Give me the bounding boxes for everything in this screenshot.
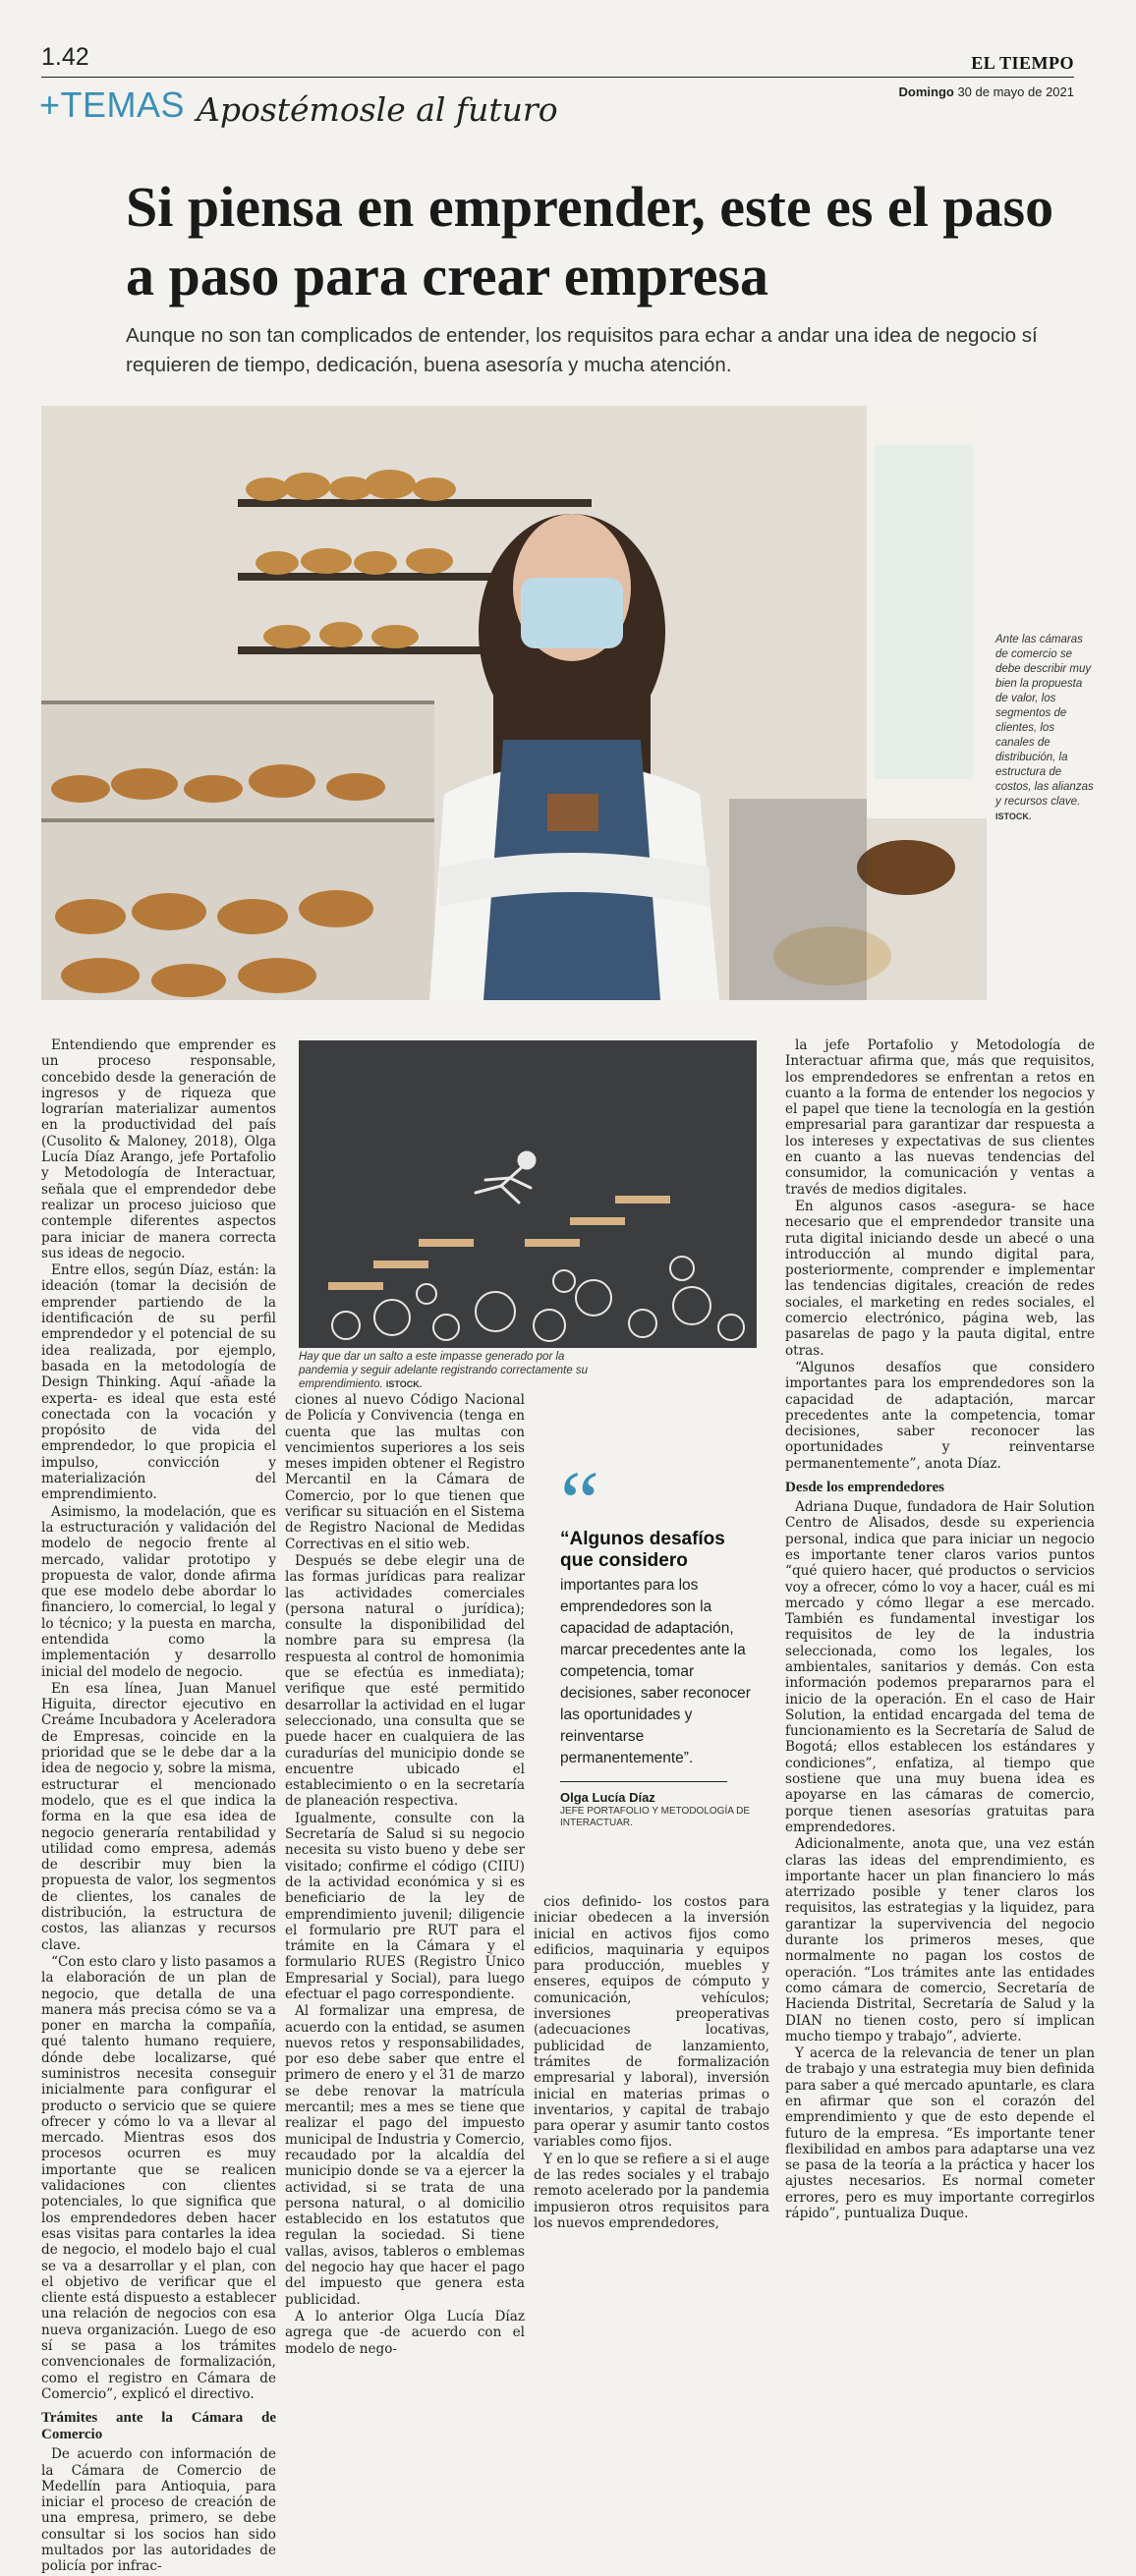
paragraph: la jefe Portafolio y Metodología de Interactuar afirma que, más que requisitos, los emprendedores se enfrentan a retos en cuanto a la forma de entender los negocios y el papel que tiene la tecnología en la gestión empresarial para garantizar dar respuesta a los intereses y expectativas de sus clientes en cuanto a las nuevas tendencias del consumidor, la comunicación y ventas a través de medios digitales. bbox=[785, 1037, 1095, 1198]
dateline bbox=[899, 84, 1074, 99]
paragraph: Entre ellos, según Díaz, están: la ideación (tomar la decisión de emprender partiendo de la identificación de su perfil emprendedor y el potencial de su idea realizada, por ejemplo, basada en la metodología de Design Thinking. Aquí -añade la experta- es ideal que esta esté conectada con la vocación y propósito de vida del emprendedor, lo que propicia el impulso, convicción y materialización del emprendimiento. bbox=[41, 1262, 276, 1503]
paragraph: Adicionalmente, anota que, una vez están claras las ideas del emprendimiento, es importante hacer un plan financiero lo más aterrizado posible y tener claros los requisitos, las estrategias y la liquidez, para garantizar la supervivencia del negocio durante los primeros meses, que normalmente no pagan los costos de operación. “Los trámites ante las entidades como cámara de comercio, Secretaría de Hacienda Distrital, Secretaría de Salud y la DIAN no tienen costo, pero sí implican mucho tiempo y trabajo”, advierte. bbox=[785, 1836, 1095, 2044]
paragraph: Entendiendo que emprender es un proceso responsable, concebido desde la generación de ingresos y de riqueza que lograrían materializar aumentos en la productividad del país (Cusolito & Maloney, 2018), Olga Lucía Díaz Arango, jefe Portafolio y Metodología de Interactuar, señala que el emprendedor debe realizar un proceso juicioso que contemple diferentes aspectos para iniciar de manera correcta sus ideas de negocio. bbox=[41, 1037, 276, 1261]
paragraph: De acuerdo con información de la Cámara de Comercio de Medellín para Antioquia, para iniciar el proceso de creación de una empresa, primero, se debe consultar si los socios han sido multados por las autoridades de policía por infrac- bbox=[41, 2446, 276, 2575]
pull-quote-role: JEFE PORTAFOLIO Y METODOLOGÍA DE INTERACTUAR. bbox=[560, 1806, 751, 1828]
subhead-emprendedores: Desde los emprendedores bbox=[785, 1480, 944, 1496]
paragraph: Y en lo que se refiere a si el auge de las redes sociales y el trabajo remoto acelerado por la pandemia impusieron otros requisitos para los nuevos emprendedores, bbox=[534, 2151, 769, 2231]
inset-photo-caption bbox=[299, 1350, 594, 1391]
inset-photo-credit: ISTOCK. bbox=[385, 1379, 423, 1389]
inset-photo-caption-text: Hay que dar un salto a este impasse generado por la pandemia y seguir adelante registrando correctamente su emprendimiento. bbox=[299, 1351, 589, 1390]
date-day: Domingo bbox=[898, 84, 954, 99]
main-photo-credit: ISTOCK. bbox=[995, 812, 1032, 821]
pull-quote-body: importantes para los emprendedores son la capacidad de adaptación, marcar precedentes ante la competencia, tomar decisiones, saber reconocer las oportunidades y reinventarse permanentemente”. bbox=[560, 1577, 751, 1766]
paragraph: Igualmente, consulte con la Secretaría de Salud si su negocio necesita su visto bueno y debe ser visitado; confirme el código (CIIU) de la actividad económica y si es beneficiario de la ley de emprendimiento juvenil; diligencie el formulario pre RUT para el trámite en la Cámara y el formulario RUES (Registro Único Empresarial y Social), para luego efectuar el pago correspondiente. bbox=[285, 1810, 525, 2002]
paragraph: ciones al nuevo Código Nacional de Policía y Convivencia (tenga en cuenta que las multas con vencimientos superiores a los seis meses impiden obtener el Registro Mercantil en la Cámara de Comercio, por lo que tienen que verificar su situación en el Sistema de Registro Nacional de Medidas Correctivas en el sitio web. bbox=[285, 1392, 525, 1552]
subhead-tramites: Trámites ante la Cámara de Comercio bbox=[41, 2410, 276, 2443]
pull-quote-lead: “Algunos desafíos que considero bbox=[560, 1529, 725, 1571]
main-photo bbox=[41, 406, 987, 1000]
article-column-1 bbox=[41, 1037, 276, 2576]
quote-mark-icon: “ bbox=[560, 1454, 599, 1551]
section-subtitle: Apostémosle al futuro bbox=[197, 90, 558, 129]
paragraph: Adriana Duque, fundadora de Hair Solution Centro de Alisados, desde su experiencia personal, indica que para iniciar un negocio es importante tener claros varios puntos “qué quiero hacer, qué productos o servicios voy a ofrecer, cómo lo voy a hacer, cuál es mi mercado y cómo llegar a ese mercado. También es fundamental investigar los requisitos de ley de la industria seleccionada, como los legales, los ambientales, sanitarios y demás. Con esta información podemos prepararnos para el inicio de la operación. En el caso de Hair Solution, la entidad encargada del tema de funcionamiento es la Secretaría de Salud de Bogotá; ellos establecen los estándares y condiciones”, enfatiza, al tiempo que sostiene que una muy buena idea es apoyarse en las cámaras de comercio, porque tienen asesorías gratuitas para emprendedores. bbox=[785, 1499, 1095, 1835]
paragraph: “Algunos desafíos que considero importantes para los emprendedores son la capacidad de adaptación, marcar precedentes ante la competencia, tomar decisiones, saber reconocer las oportunidades y reinventarse permanentemente”, anota Díaz. bbox=[785, 1359, 1095, 1472]
paragraph: En esa línea, Juan Manuel Higuita, director ejecutivo en Creáme Incubadora y Aceleradora de Empresas, coincide en la prioridad que se le debe dar a la idea de negocio y, sobre la misma, estructurar el mencionado modelo, que es el que indica la forma en la que esa idea de negocio generaría rentabilidad y utilidad como empresa, además de describir muy bien la propuesta de valor, los segmentos de clientes, los canales de distribución, la estructura de costos, las alianzas y recursos clave. bbox=[41, 1680, 276, 1953]
pull-quote-rule bbox=[560, 1781, 727, 1782]
paragraph: Y acerca de la relevancia de tener un plan de trabajo y una estrategia muy bien definida para saber a qué mercado apuntarle, es clara en afirmar que son el corazón del emprendimiento y que de esto depende el futuro de la empresa. “Es importante tener flexibilidad en ambos para adaptarse una vez se pasa de la teoría a la práctica y hacer los ajustes necesarios. Es normal cometer errores, pero es muy importante corregirlos rápido”, puntualiza Duque. bbox=[785, 2045, 1095, 2222]
paragraph: Asimismo, la modelación, que es la estructuración y validación del modelo de negocio frente al mercado, validar prototipo y propuesta de valor, donde afirma que ese modelo debe abordar lo financiero, lo comercial, lo legal y lo técnico; y la puesta en marcha, entendida como la implementación y desarrollo inicial del modelo de negocio. bbox=[41, 1503, 276, 1680]
main-photo-caption bbox=[995, 633, 1094, 824]
paragraph: Después se debe elegir una de las formas jurídicas para realizar las actividades comerciales (persona natural o jurídica); consulte la disponibilidad del nombre para su empresa (la respuesta al control de homonimia que se efectúa es inmediata); verifique que esté permitido desarrollar la actividad en el lugar seleccionado, una consulta que se puede hacer en cualquiera de las curadurías del municipio donde se encuentre ubicado el establecimiento o en la secretaría de planeación respectiva. bbox=[285, 1552, 525, 1810]
main-photo-caption-text: Ante las cámaras de comercio se debe describir muy bien la propuesta de valor, los segmentos de clientes, los canales de distribución, la estructura de costos, las alianzas y recursos clave. bbox=[995, 634, 1094, 808]
header-rule bbox=[41, 77, 1074, 78]
section-tag: +TEMAS bbox=[39, 84, 186, 125]
pull-quote bbox=[560, 1454, 753, 1829]
page-number: 1.42 bbox=[41, 43, 89, 71]
deck: Aunque no son tan complicados de entender, los requisitos para echar a andar una idea de negocio sí requieren de tiempo, dedicación, buena asesoría y mucha atención. bbox=[126, 324, 1038, 376]
paragraph: “Con esto claro y listo pasamos a la elaboración de un plan de negocio, que detalla de una manera más precisa cómo se va a poner en marcha la compañía, qué talento humano requiere, dónde debe localizarse, qué suministros necesita conseguir inicialmente para configurar el producto o servicio que se quiere ofrecer y cómo lo va a llevar al mercado. Mientras esos dos procesos ocurren es muy importante que se realicen validaciones con clientes potenciales, lo que significa que los emprendedores deben hacer esas visitas para contarles la idea de negocio, el modelo bajo el cual se va a desarrollar y el plan, con el objetivo de verificar que el cliente está dispuesto a establecer una relación de negocios con esa nueva organización. Luego de eso sí se pasa a los trámites convencionales de formalización, como el registro en Cámara de Comercio”, explicó el directivo. bbox=[41, 1953, 276, 2402]
article-column-2 bbox=[285, 1392, 525, 2358]
paragraph: En algunos casos -asegura- se hace necesario que el emprendedor transite una ruta digital iniciando desde un abecé o una introducción al mundo digital para, posteriormente, comprender e implementar las tendencias digitales, creación de redes sociales, el marketing en redes sociales, el comercio electrónico, página web, las pasarelas de pago y la pauta digital, entre otras. bbox=[785, 1198, 1095, 1359]
article-column-4 bbox=[785, 1037, 1095, 2222]
paragraph: Al formalizar una empresa, de acuerdo con la entidad, se asumen nuevos retos y responsabilidades, por eso debe saber que entre el primero de enero y el 31 de marzo se debe renovar la matrícula mercantil; mes a mes se tiene que realizar el pago del impuesto municipal de Industria y Comercio, recaudado por la alcaldía del municipio donde se va a ejercer la actividad, si se trata de una persona natural, o al domicilio establecido en los estatutos que regulan la sociedad. Si tiene vallas, avisos, tableros o emblemas del negocio hay que hacer el pago del impuesto que genera esta publicidad. bbox=[285, 2003, 525, 2308]
article-column-3 bbox=[534, 1894, 769, 2232]
paragraph: cios definido- los costos para iniciar obedecen a la inversión inicial en activos fijos como edificios, maquinaria y equipos para producción, muebles y enseres, equipos de cómputo y comunicación, vehículos; inversiones preoperativas (adecuaciones locativas, publicidad de lanzamiento, trámites de formalización empresarial y laboral), inversión inicial en materias primas o inventarios, y capital de trabajo para operar y asumir tanto costos variables como fijos. bbox=[534, 1894, 769, 2151]
masthead: EL TIEMPO bbox=[971, 53, 1074, 73]
inset-photo bbox=[299, 1040, 757, 1348]
paragraph: A lo anterior Olga Lucía Díaz agrega que -de acuerdo con el modelo de nego- bbox=[285, 2308, 525, 2357]
pull-quote-author: Olga Lucía Díaz bbox=[560, 1790, 655, 1805]
headline: Si piensa en emprender, este es el paso a paso para crear empresa bbox=[126, 175, 1054, 308]
date-rest: 30 de mayo de 2021 bbox=[953, 84, 1074, 99]
